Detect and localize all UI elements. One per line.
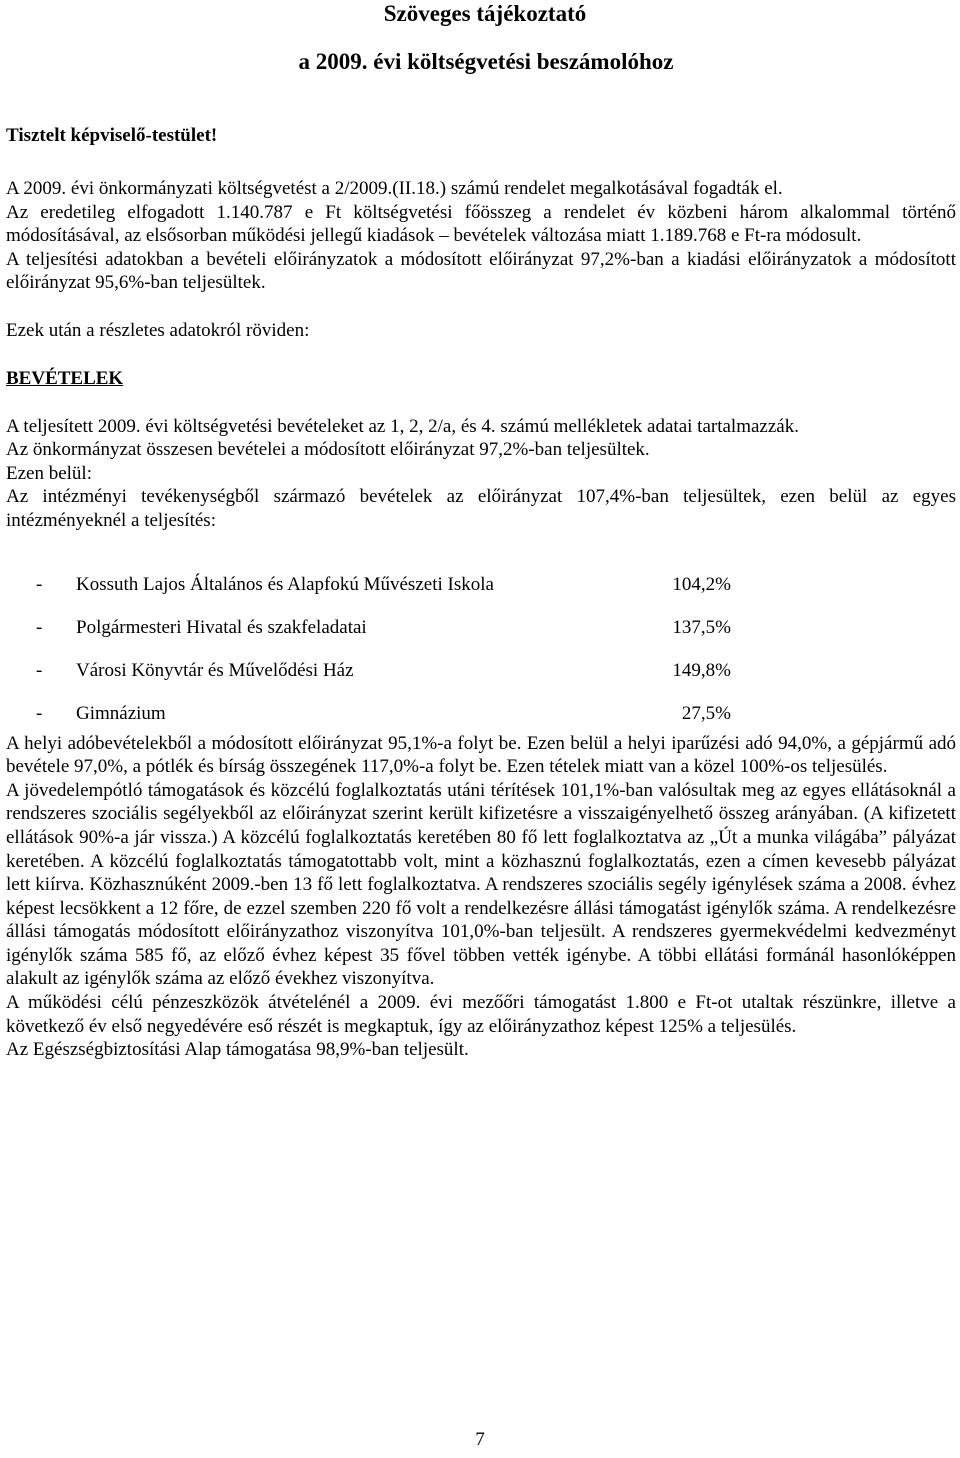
- list-dash: -: [36, 616, 43, 638]
- spacer: [6, 391, 956, 415]
- title-line-2: a 2009. évi költségvetési beszámolóhoz: [298, 49, 674, 74]
- institution-list: [6, 573, 956, 732]
- spacer: [6, 533, 956, 573]
- intro-paragraph-3: A teljesítési adatokban a bevételi előirányzatok a módosított előirányzat 97,2%-ban a kiadási előirányzatok a módosított előirányzat 95,6%-ban teljesültek.: [6, 248, 956, 294]
- list-item: [6, 573, 956, 616]
- document-body: [6, 177, 956, 1062]
- list-item: [6, 659, 956, 702]
- after-paragraph-2: A jövedelempótló támogatások és közcélú foglalkoztatás utáni térítések 101,1%-ban valósultak meg az egyes ellátásoknál a rendszeres szociális segélyekből az előirányzat szerint került kifizetésre a visszaigényelhető összeg arányában. (A kifizetett ellátások 90%-a jár vissza.) A közcélú foglalkoztatás keretében 80 fő lett foglalkoztatva az „Út a munka világába” pályázat keretében. A közcélú foglalkoztatás támogatottabb volt, mint a közhasznú foglalkoztatás, ezen a címen kevesebb pályázat lett kiírva. Közhasznúként 2009.-ben 13 fő lett foglalkoztatva. A rendszeres szociális segély igénylések száma a 2008. évhez képest lecsökkent a 12 főre, de ezzel szemben 220 fő volt a rendelkezésre állási támogatást igénylők száma. A rendelkezésre állási támogatás módosított előirányzathoz viszonyítva 101,0%-ban teljesült. A rendszeres gyermekvédelmi kedvezményt igénylők száma 585 fő, az előző évhez képest 35 fővel többen vették igénybe. A többi ellátási formánál hasonlóképpen alakult az igénylők száma az előző évekhez viszonyítva.: [6, 779, 956, 990]
- institution-percentage: 149,8%: [672, 659, 731, 681]
- section-paragraph-1: A teljesített 2009. évi költségvetési bevételeket az 1, 2, 2/a, és 4. számú mellékletek adatai tartalmazzák.: [6, 415, 799, 437]
- after-paragraph-4: Az Egészségbiztosítási Alap támogatása 98,9%-ban teljesült.: [6, 1039, 469, 1061]
- spacer: [6, 295, 956, 319]
- section-heading-bevetelek: BEVÉTELEK: [6, 367, 124, 389]
- institution-name: Városi Könyvtár és Művelődési Ház: [76, 659, 354, 681]
- institution-name: Kossuth Lajos Általános és Alapfokú Művészeti Iskola: [76, 573, 494, 595]
- institution-name: Gimnázium: [76, 702, 166, 724]
- section-paragraph-2: Az önkormányzat összesen bevételei a módosított előirányzat 97,2%-ban teljesültek.: [6, 439, 650, 461]
- institution-percentage: 137,5%: [672, 616, 731, 638]
- spacer: [6, 343, 956, 367]
- intro-paragraph-2: Az eredetileg elfogadott 1.140.787 e Ft költségvetési főösszeg a rendelet év közbeni három alkalommal történő módosításával, az elsősorban működési jellegű kiadások – bevételek változása miatt 1.189.768 e Ft-ra módosult.: [6, 201, 956, 247]
- list-dash: -: [36, 573, 43, 595]
- document-title: [6, 0, 956, 76]
- list-item: [6, 702, 956, 732]
- institution-percentage: 104,2%: [672, 573, 731, 595]
- intro-paragraph-1: A 2009. évi önkormányzati költségvetést a 2/2009.(II.18.) számú rendelet megalkotásával fogadták el.: [6, 178, 783, 199]
- salutation: Tisztelt képviselő-testület!: [6, 125, 218, 146]
- after-paragraph-3: A működési célú pénzeszközök átvételénél a 2009. évi mezőőri támogatást 1.800 e Ft-ot utaltak részünkre, illetve a következő év első negyedévére eső részét is megkaptuk, így az előirányzathoz képest 125% a teljesülés.: [6, 992, 956, 1037]
- intro-paragraph-4: Ezek után a részletes adatokról röviden:: [6, 319, 310, 341]
- institution-name: Polgármesteri Hivatal és szakfeladatai: [76, 616, 367, 638]
- institution-percentage: 27,5%: [681, 702, 731, 724]
- after-paragraph-1: A helyi adóbevételekből a módosított előirányzat 95,1%-a folyt be. Ezen belül a helyi iparűzési adó 94,0%, a gépjármű adó bevétele 97,0%, a pótlék és bírság összegének 117,0%-a folyt be. Ezen tételek miatt van a közel 100%-os teljesülés.: [6, 732, 956, 778]
- list-item: [6, 616, 956, 659]
- list-dash: -: [36, 659, 43, 681]
- page-number: 7: [475, 1429, 485, 1450]
- title-line-1: Szöveges tájékoztató: [383, 1, 587, 26]
- section-paragraph-3: Ezen belül:: [6, 462, 92, 484]
- list-dash: -: [36, 702, 43, 724]
- section-paragraph-4: Az intézményi tevékenységből származó bevételek az előirányzat 107,4%-ban teljesültek, ezen belül az egyes intézményeknél a teljesítés:: [6, 486, 956, 531]
